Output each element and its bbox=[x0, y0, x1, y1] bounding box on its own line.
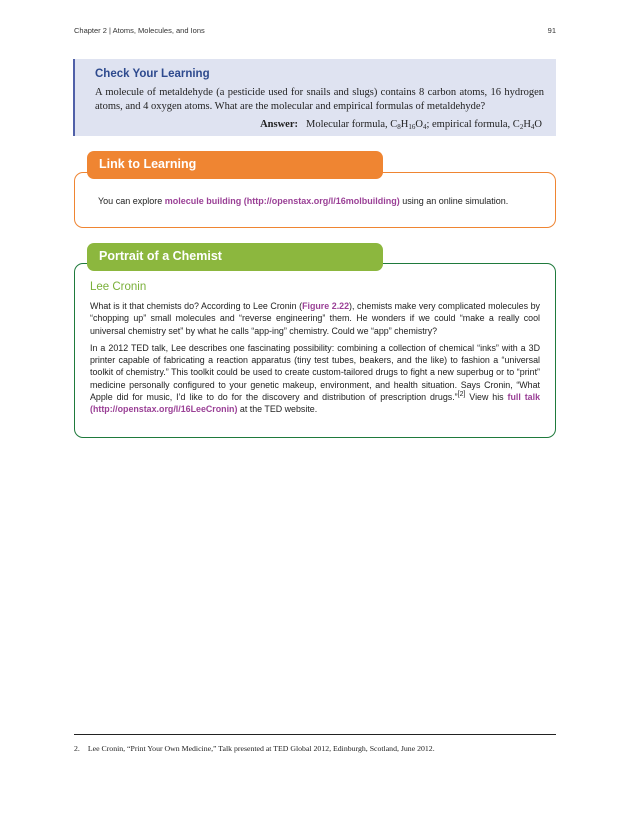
molecule-building-link[interactable]: molecule building (http://openstax.org/l/16molbuilding) bbox=[164, 196, 400, 206]
check-your-learning-question: A molecule of metaldehyde (a pesticide used for snails and slugs) contains 8 carbon atoms, 16 hydrogen atoms, and 4 oxygen atoms. What are the molecular and empirical formulas of metaldehyde? bbox=[95, 87, 544, 112]
footnote bbox=[74, 744, 556, 753]
portrait-paragraph-1: What is it that chemists do? According to Lee Cronin (Figure 2.22), chemists make very complicated molecules by “chopping up” small molecules and “reverse engineering” them. He wonders if we could “make a really cool universal chemistry set” by what he calls “app-ing” chemistry. Could we “app” chemistry? bbox=[90, 301, 540, 336]
page-number: 91 bbox=[547, 26, 556, 35]
portrait-of-a-chemist-tab: Portrait of a Chemist bbox=[87, 243, 383, 271]
link-to-learning-text: You can explore molecule building (http://openstax.org/l/16molbuilding) using an online simulation. bbox=[98, 196, 509, 206]
molecular-formula: $C_8H_{16}O_4$ bbox=[390, 119, 427, 131]
answer-prefix: Molecular formula, bbox=[306, 119, 391, 130]
portrait-paragraph-2: In a 2012 TED talk, Lee describes one fascinating possibility: combining a collection of chemical “inks” with a 3D printer capable of fabricating a reaction apparatus (tiny test tubes, beakers, and the like) to fashion a “universal toolkit of chemistry.” This toolkit could be used to create custom-tailored drugs to fight a new superbug or to “print” medicine personally configured to your genetic makeup, environment, and health situation. Says Cronin, “What Apple did for music, I’d like to do for the discovery and distribution of prescription drugs.”[2] View his full talk (http://openstax.org/l/16LeeCronin) at the TED website. bbox=[90, 342, 541, 415]
check-your-learning-box bbox=[73, 59, 556, 136]
full-talk-link[interactable]: full talk (http://openstax.org/l/16LeeCronin) bbox=[90, 392, 541, 415]
link-to-learning-tab: Link to Learning bbox=[87, 151, 383, 179]
footnote-divider bbox=[74, 734, 556, 735]
footnote-number: 2. bbox=[74, 744, 80, 753]
footnote-text: Lee Cronin, “Print Your Own Medicine,” Talk presented at TED Global 2012, Edinburgh, Scotland, June 2012. bbox=[87, 744, 435, 753]
chapter-title: Chapter 2 | Atoms, Molecules, and Ions bbox=[74, 26, 205, 35]
chemist-name: Lee Cronin bbox=[90, 281, 147, 293]
answer-label: Answer: bbox=[260, 119, 299, 130]
empirical-formula: $C_2H_4O$ bbox=[512, 119, 542, 131]
check-your-learning-title: Check Your Learning bbox=[95, 68, 210, 80]
portrait-body bbox=[90, 300, 540, 421]
figure-link[interactable]: Figure 2.22 bbox=[302, 301, 350, 311]
footnote-ref[interactable]: [2] bbox=[457, 391, 466, 399]
check-your-learning-answer bbox=[95, 119, 544, 130]
answer-mid: ; empirical formula, bbox=[426, 119, 513, 130]
